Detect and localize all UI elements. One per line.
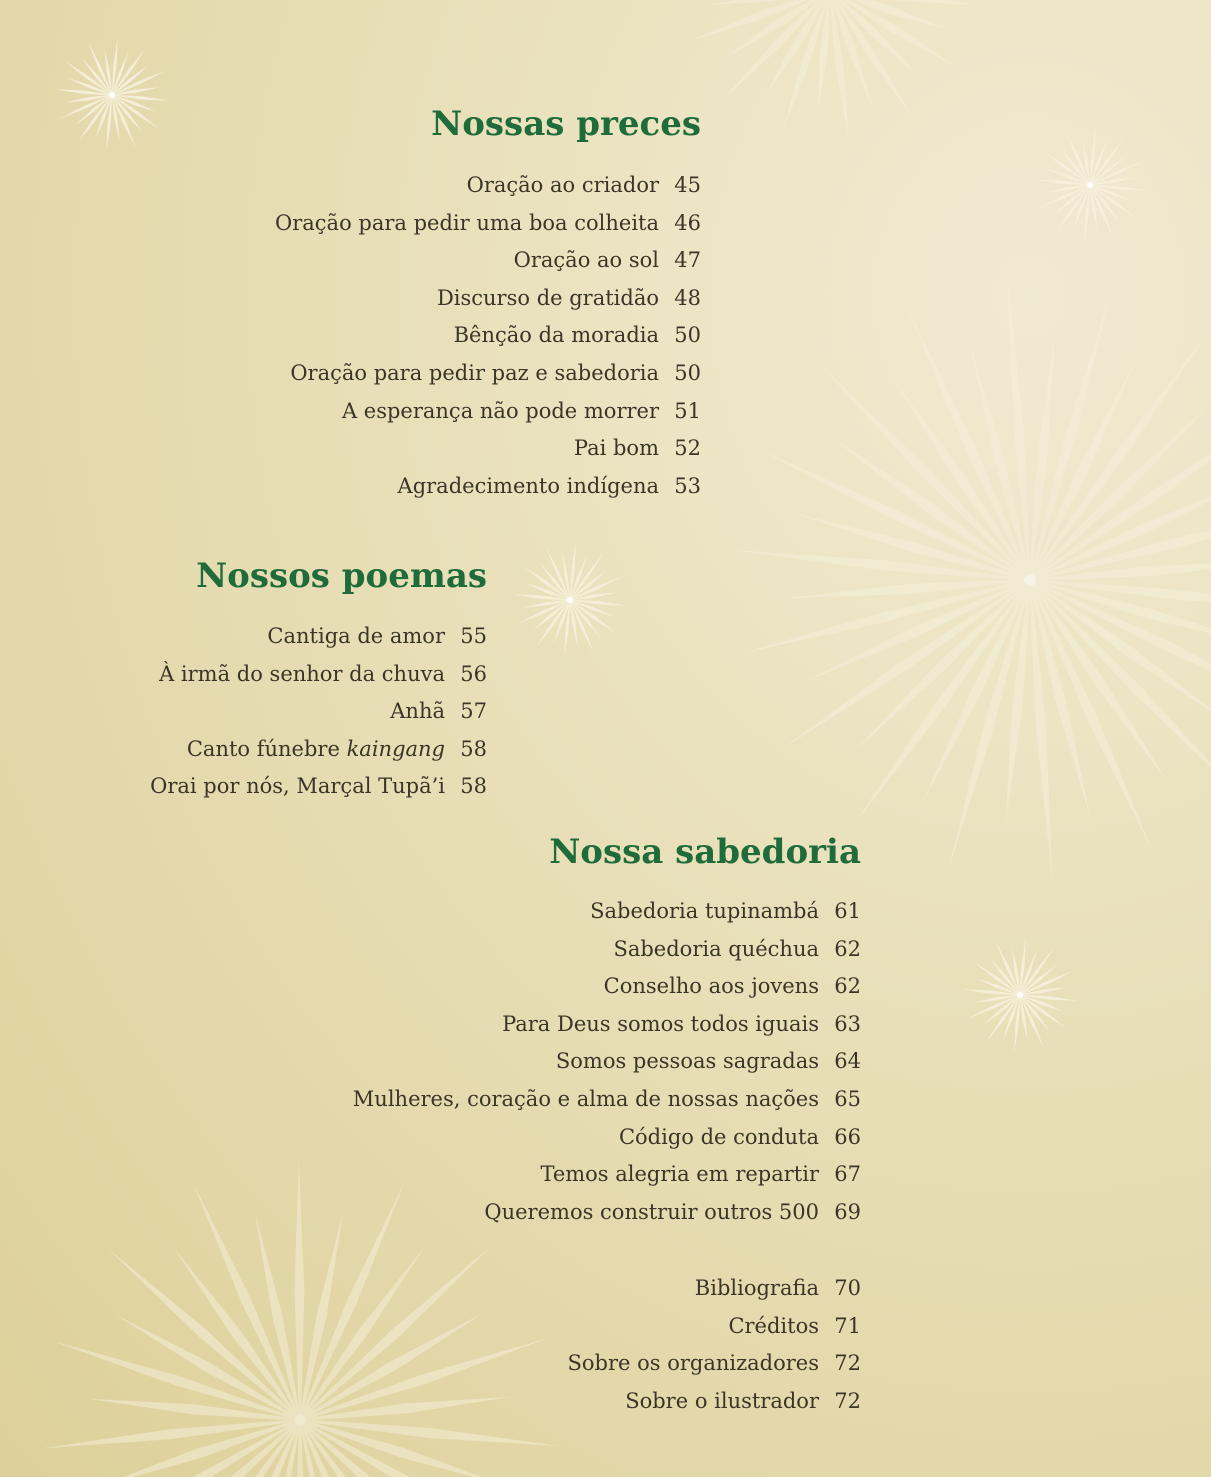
toc-entry-title: [514, 242, 659, 280]
toc-entry-title-text: Para Deus somos todos iguais: [502, 1011, 819, 1036]
toc-entry-title: [484, 1194, 819, 1232]
toc-entry-title: [290, 355, 659, 393]
toc-entry-title-text: Agradecimento indígena: [397, 473, 659, 498]
toc-entry-title-text: Oração ao sol: [513, 248, 659, 273]
toc-entry-page-number: 66: [834, 1124, 861, 1149]
toc-entry-page-number: 62: [834, 936, 861, 961]
starburst-icon: [731, 281, 1211, 879]
toc-entry-title-text: Queremos construir outros 500: [484, 1199, 819, 1224]
toc-entry-page-number: 57: [460, 699, 487, 724]
toc-entry[interactable]: [150, 618, 487, 656]
toc-entry-title: [342, 393, 659, 431]
toc-entry-page-number: 48: [674, 285, 701, 310]
toc-entry-title: [150, 768, 445, 806]
toc-entry-title-text: Mulheres, coração e alma de nossas nações: [352, 1086, 819, 1111]
toc-entry-page-number: 72: [834, 1351, 861, 1376]
toc-entry[interactable]: [353, 1006, 861, 1044]
toc-entry-title-text: Código de conduta: [618, 1124, 819, 1149]
starburst-icon: [54, 37, 169, 152]
toc-entry[interactable]: [275, 167, 701, 205]
toc-entry-title-text: Pai bom: [573, 436, 659, 461]
section-title-preces: Nossas preces: [431, 104, 701, 144]
toc-entry[interactable]: [275, 393, 701, 431]
toc-entry-title: [613, 931, 819, 969]
toc-entry[interactable]: [150, 768, 487, 806]
toc-entry[interactable]: [275, 242, 701, 280]
toc-entry-title: [567, 1345, 819, 1383]
toc-list-back-matter: [567, 1270, 861, 1420]
toc-list-sabedoria: [353, 893, 861, 1231]
toc-entry-title-text: Temos alegria em repartir: [540, 1162, 819, 1187]
toc-entry[interactable]: [353, 893, 861, 931]
toc-entry-title-text: Canto fúnebre: [186, 736, 340, 761]
toc-entry-page-number: 69: [834, 1199, 861, 1224]
toc-entry-title: [556, 1043, 819, 1081]
toc-entry-title-text: Bênção da moradia: [453, 323, 659, 348]
toc-entry[interactable]: [353, 1081, 861, 1119]
toc-entry-page-number: 52: [674, 436, 701, 461]
toc-entry-title: [502, 1006, 819, 1044]
toc-entry-page-number: 50: [674, 360, 701, 385]
toc-entry-page-number: 53: [674, 473, 701, 498]
toc-entry[interactable]: [275, 430, 701, 468]
toc-entry-title: [437, 280, 659, 318]
toc-entry-page-number: 46: [674, 210, 701, 235]
starburst-icon: [1032, 127, 1147, 242]
section-title-sabedoria: Nossa sabedoria: [549, 832, 861, 872]
toc-entry-title-text: Sobre o ilustrador: [625, 1388, 819, 1413]
toc-entry-title: [625, 1383, 819, 1421]
toc-entry-page-number: 64: [834, 1049, 861, 1074]
toc-entry-title-text: Orai por nós, Marçal Tupã’i: [150, 774, 445, 799]
toc-entry-page-number: 58: [460, 736, 487, 761]
toc-entry-title: [728, 1308, 819, 1346]
toc-entry[interactable]: [275, 205, 701, 243]
toc-entry-page-number: 63: [834, 1011, 861, 1036]
toc-entry-page-number: 45: [674, 173, 701, 197]
toc-entry-page-number: 65: [834, 1086, 861, 1111]
starburst-icon: [681, 0, 980, 139]
toc-entry[interactable]: [567, 1345, 861, 1383]
toc-list-preces: [275, 167, 701, 505]
toc-entry[interactable]: [353, 1194, 861, 1232]
toc-entry-page-number: 56: [460, 661, 487, 686]
toc-entry-title: [454, 317, 659, 355]
toc-entry[interactable]: [353, 968, 861, 1006]
toc-entry-title-text: Anhã: [390, 699, 445, 724]
toc-entry-title-text: À irmã do senhor da chuva: [159, 661, 445, 686]
toc-entry[interactable]: [567, 1383, 861, 1421]
toc-entry-title: [619, 1119, 819, 1157]
toc-entry-title: [590, 893, 819, 931]
toc-entry[interactable]: [275, 355, 701, 393]
toc-entry[interactable]: [567, 1270, 861, 1308]
toc-entry-title: [353, 1081, 819, 1119]
toc-entry-title: [267, 618, 445, 656]
toc-entry[interactable]: [353, 1119, 861, 1157]
toc-entry-title-text: Sabedoria quéchua: [613, 936, 819, 961]
toc-entry-title: [467, 167, 659, 205]
toc-entry-title: [604, 968, 819, 1006]
toc-entry[interactable]: [353, 1043, 861, 1081]
toc-entry-title-text: Créditos: [728, 1313, 819, 1338]
toc-entry-page-number: 62: [834, 974, 861, 999]
toc-entry-page-number: 55: [460, 624, 487, 648]
section-title-poemas: Nossos poemas: [196, 556, 487, 596]
toc-entry-page-number: 61: [834, 899, 861, 923]
starburst-icon: [512, 542, 627, 657]
toc-entry[interactable]: [150, 693, 487, 731]
toc-entry-page-number: 72: [834, 1388, 861, 1413]
toc-entry-title-text: Conselho aos jovens: [603, 974, 819, 999]
toc-entry-title-text: Oração ao criador: [466, 173, 659, 197]
toc-entry-page-number: 50: [674, 323, 701, 348]
toc-entry-title-text: Sabedoria tupinambá: [590, 899, 819, 923]
toc-entry-title-text: Oração para pedir paz e sabedoria: [290, 360, 659, 385]
toc-entry[interactable]: [353, 1156, 861, 1194]
toc-entry-title: [398, 468, 659, 506]
toc-entry-page-number: 70: [834, 1276, 861, 1300]
toc-entry[interactable]: [275, 317, 701, 355]
toc-entry[interactable]: [150, 656, 487, 694]
toc-entry-title: [574, 430, 659, 468]
toc-entry[interactable]: [275, 468, 701, 506]
starburst-icon: [962, 937, 1077, 1052]
toc-entry-title: [187, 731, 445, 769]
toc-entry-title-text: Discurso de gratidão: [436, 285, 659, 310]
toc-entry-title: [390, 693, 445, 731]
toc-entry-page-number: 67: [834, 1162, 861, 1187]
toc-entry[interactable]: [275, 280, 701, 318]
toc-entry-title: [540, 1156, 819, 1194]
toc-entry-page-number: 51: [674, 398, 701, 423]
toc-list-poemas: [150, 618, 487, 806]
toc-entry-page-number: 58: [460, 774, 487, 799]
toc-entry-title: [275, 205, 659, 243]
toc-entry-title-italic: kaingang: [346, 736, 445, 761]
toc-entry-title-text: Somos pessoas sagradas: [555, 1049, 819, 1074]
toc-entry-title-text: Oração para pedir uma boa colheita: [275, 210, 659, 235]
toc-entry-title-text: A esperança não pode morrer: [341, 398, 659, 423]
toc-entry-page-number: 71: [834, 1313, 861, 1338]
toc-entry-title: [695, 1270, 819, 1308]
toc-entry-title-text: Cantiga de amor: [267, 624, 445, 648]
toc-entry-title-text: Bibliografia: [694, 1276, 819, 1300]
toc-entry[interactable]: [150, 731, 487, 769]
toc-entry-title-text: Sobre os organizadores: [567, 1351, 819, 1376]
toc-entry-page-number: 47: [674, 248, 701, 273]
toc-entry[interactable]: [567, 1308, 861, 1346]
toc-entry[interactable]: [353, 931, 861, 969]
toc-entry-title: [159, 656, 445, 694]
